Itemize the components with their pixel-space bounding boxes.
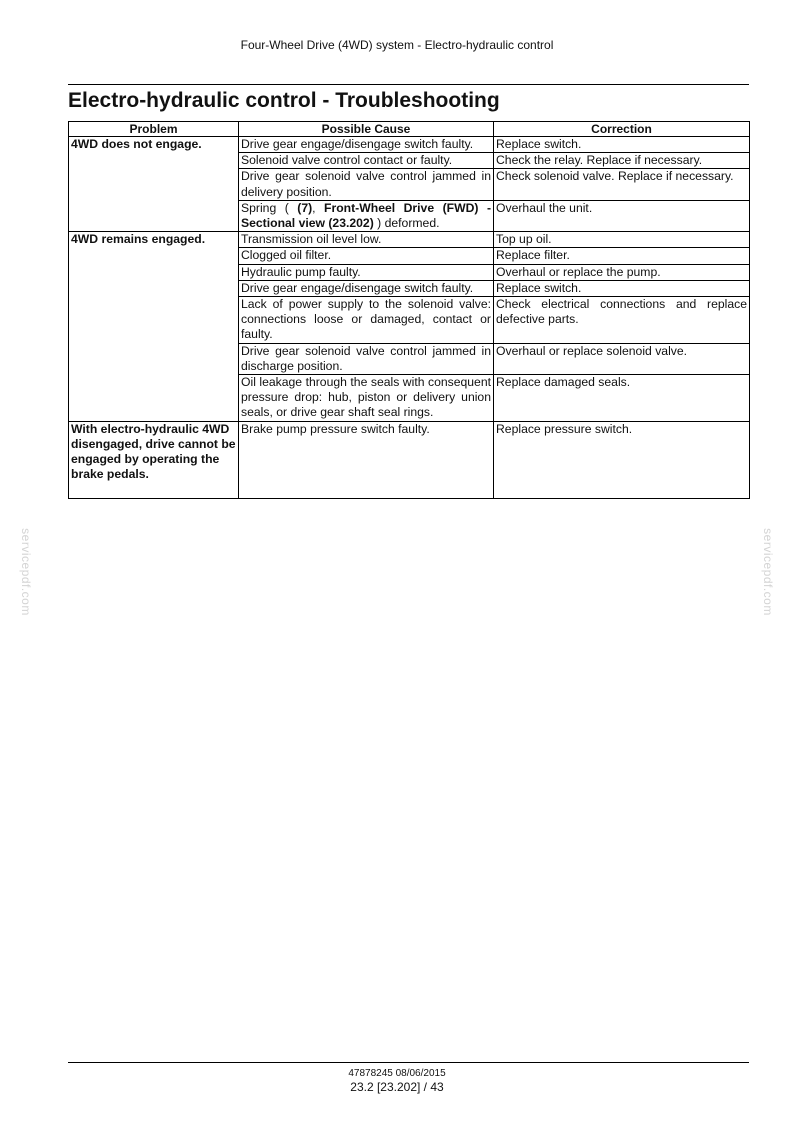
cause-cell: Solenoid valve control contact or faulty. xyxy=(239,153,494,169)
item-reference: (7) xyxy=(297,200,313,215)
cause-text: , xyxy=(312,200,325,215)
page-number: 23.2 [23.202] / 43 xyxy=(350,1080,444,1094)
table-header-row xyxy=(69,122,750,137)
cause-cell: Hydraulic pump faulty. xyxy=(239,264,494,280)
running-header: Four-Wheel Drive (4WD) system - Electro-hydraulic control xyxy=(240,38,554,52)
problem-cell: With electro-hydraulic 4WD disengaged, drive cannot be engaged by operating the brake pedals. xyxy=(69,421,239,498)
cause-text: Spring ( xyxy=(241,200,298,215)
correction-cell: Top up oil. xyxy=(494,232,750,248)
correction-cell: Check the relay. Replace if necessary. xyxy=(494,153,750,169)
cause-cell: Drive gear solenoid valve control jammed in delivery position. xyxy=(239,169,494,200)
column-header-cause: Possible Cause xyxy=(239,122,494,137)
cause-cell: Drive gear engage/disengage switch faulty. xyxy=(239,280,494,296)
troubleshooting-table xyxy=(68,121,750,499)
correction-cell: Overhaul the unit. xyxy=(494,200,750,231)
correction-cell: Overhaul or replace the pump. xyxy=(494,264,750,280)
cause-cell: Drive gear solenoid valve control jammed in discharge position. xyxy=(239,343,494,374)
watermark-left: servicepdf.com xyxy=(19,528,33,616)
cause-cell: Transmission oil level low. xyxy=(239,232,494,248)
correction-cell: Replace pressure switch. xyxy=(494,421,750,498)
header-divider xyxy=(68,84,749,85)
cause-cell: Brake pump pressure switch faulty. xyxy=(239,421,494,498)
table-row xyxy=(69,232,750,248)
cause-cell: Clogged oil filter. xyxy=(239,248,494,264)
cause-cell: Lack of power supply to the solenoid valve: connections loose or damaged, contact or faulty. xyxy=(239,297,494,344)
column-header-correction: Correction xyxy=(494,122,750,137)
watermark-right: servicepdf.com xyxy=(761,528,775,616)
table-row xyxy=(69,137,750,153)
cause-cell: Drive gear engage/disengage switch faulty. xyxy=(239,137,494,153)
cause-text: ) deformed. xyxy=(373,216,440,231)
correction-cell: Replace switch. xyxy=(494,137,750,153)
footer-divider xyxy=(68,1062,749,1063)
cross-reference-link[interactable]: Front-Wheel Drive (FWD) - Sectional view (23.202) xyxy=(241,200,491,231)
cause-cell xyxy=(239,200,494,231)
section-title: Electro-hydraulic control - Troubleshooting xyxy=(68,89,500,112)
document-code: 47878245 08/06/2015 xyxy=(348,1068,446,1079)
correction-cell: Replace switch. xyxy=(494,280,750,296)
problem-cell: 4WD does not engage. xyxy=(69,137,239,232)
column-header-problem: Problem xyxy=(69,122,239,137)
correction-cell: Check electrical connections and replace defective parts. xyxy=(494,297,750,344)
correction-cell: Replace filter. xyxy=(494,248,750,264)
correction-cell: Replace damaged seals. xyxy=(494,375,750,422)
cause-cell: Oil leakage through the seals with consequent pressure drop: hub, piston or delivery union seals, or drive gear shaft seal rings. xyxy=(239,375,494,422)
problem-cell: 4WD remains engaged. xyxy=(69,232,239,421)
correction-cell: Check solenoid valve. Replace if necessary. xyxy=(494,169,750,200)
table-row xyxy=(69,421,750,498)
correction-cell: Overhaul or replace solenoid valve. xyxy=(494,343,750,374)
